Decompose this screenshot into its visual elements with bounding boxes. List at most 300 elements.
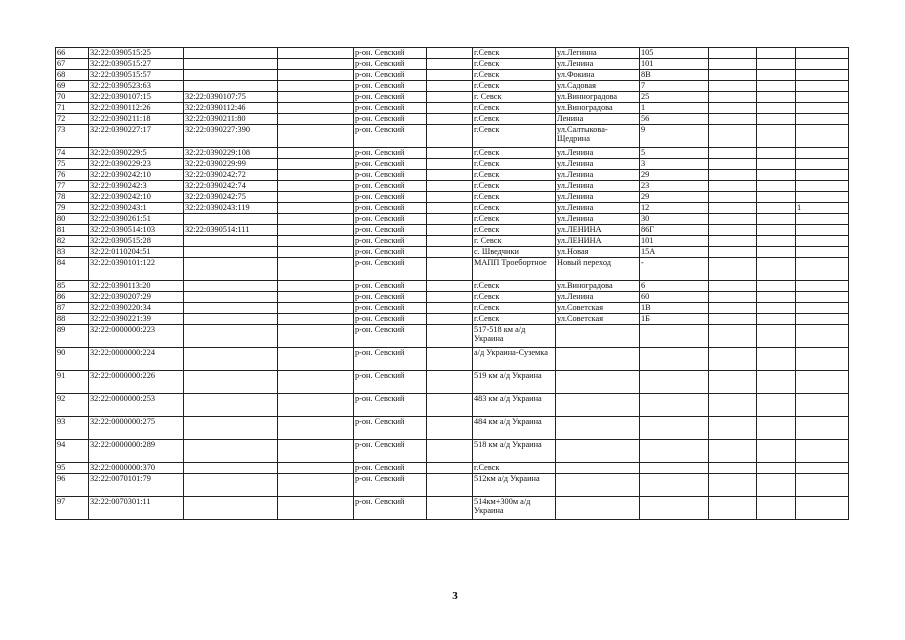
cell-linked-cadastral-number [184,348,278,371]
cell-street: ул.Ленина [556,59,640,70]
cell-row-number: 83 [56,247,89,258]
cell-col-empty-10 [709,292,757,303]
cell-row-number: 87 [56,303,89,314]
cell-col-empty-6 [427,281,473,292]
cell-col-empty-11 [757,181,796,192]
cell-district: р-он. Севский [354,371,427,394]
cell-linked-cadastral-number [184,463,278,474]
cell-col-empty-6 [427,81,473,92]
table-row [56,497,849,520]
cell-cadastral-number: 32:22:0000000:289 [89,440,184,463]
cell-cadastral-number: 32:22:0070101:79 [89,474,184,497]
cell-cadastral-number: 32:22:0390242:10 [89,192,184,203]
cell-street: ул.Виноградова [556,103,640,114]
cell-col-empty-10 [709,463,757,474]
cell-col-empty-6 [427,314,473,325]
cell-cadastral-number: 32:22:0390243:1 [89,203,184,214]
cell-col-empty-4 [278,394,354,417]
cell-col-empty-10 [709,103,757,114]
cell-col-empty-6 [427,48,473,59]
cell-house-number [640,348,709,371]
cell-cadastral-number: 32:22:0390107:15 [89,92,184,103]
cell-linked-cadastral-number [184,81,278,92]
cell-settlement: г.Севск [473,292,556,303]
cell-row-number: 91 [56,371,89,394]
cell-col-extra [796,48,849,59]
cell-district: р-он. Севский [354,497,427,520]
cell-col-empty-6 [427,292,473,303]
cell-district: р-он. Севский [354,192,427,203]
cell-cadastral-number: 32:22:0110204:51 [89,247,184,258]
cell-col-empty-10 [709,314,757,325]
cell-col-empty-10 [709,214,757,225]
cell-street [556,417,640,440]
cell-row-number: 85 [56,281,89,292]
cell-col-empty-4 [278,92,354,103]
table-row [56,81,849,92]
cell-street: ул.Новая [556,247,640,258]
cell-house-number: 30 [640,214,709,225]
cell-street: ул.ЛЕНИНА [556,236,640,247]
cell-linked-cadastral-number: 32:22:0390229:108 [184,148,278,159]
cell-cadastral-number: 32:22:0390101:122 [89,258,184,281]
cell-col-empty-11 [757,314,796,325]
cell-col-empty-4 [278,225,354,236]
cell-row-number: 67 [56,59,89,70]
cell-row-number: 90 [56,348,89,371]
cell-settlement: г.Севск [473,59,556,70]
cell-col-empty-11 [757,92,796,103]
cell-col-extra: 1 [796,203,849,214]
table-row [56,394,849,417]
cell-street [556,371,640,394]
cell-linked-cadastral-number: 32:22:0390242:72 [184,170,278,181]
cell-row-number: 77 [56,181,89,192]
cell-house-number: 1Б [640,314,709,325]
cell-col-extra [796,440,849,463]
cell-row-number: 95 [56,463,89,474]
cell-col-empty-10 [709,114,757,125]
cell-house-number: 101 [640,59,709,70]
cell-row-number: 66 [56,48,89,59]
cell-col-empty-11 [757,148,796,159]
cell-col-empty-10 [709,192,757,203]
cell-col-empty-11 [757,303,796,314]
cell-cadastral-number: 32:22:0390211:18 [89,114,184,125]
cell-cadastral-number: 32:22:0390229:5 [89,148,184,159]
cell-col-empty-11 [757,103,796,114]
cell-col-empty-10 [709,417,757,440]
cell-linked-cadastral-number [184,258,278,281]
cell-col-empty-4 [278,325,354,348]
cell-linked-cadastral-number: 32:22:0390514:111 [184,225,278,236]
cell-cadastral-number: 32:22:0390242:3 [89,181,184,192]
cell-col-empty-4 [278,48,354,59]
cell-col-extra [796,247,849,258]
cell-linked-cadastral-number [184,214,278,225]
cell-district: р-он. Севский [354,159,427,170]
cell-col-empty-11 [757,348,796,371]
table-row [56,192,849,203]
cell-col-empty-10 [709,371,757,394]
cell-col-extra [796,394,849,417]
cell-col-empty-11 [757,225,796,236]
cell-cadastral-number: 32:22:0390207:29 [89,292,184,303]
cell-district: р-он. Севский [354,440,427,463]
cell-row-number: 86 [56,292,89,303]
cell-col-extra [796,192,849,203]
cell-col-empty-4 [278,70,354,81]
cell-street: ул.Фокина [556,70,640,81]
table-row [56,125,849,148]
cell-linked-cadastral-number [184,474,278,497]
cell-col-empty-10 [709,497,757,520]
cell-linked-cadastral-number [184,59,278,70]
cell-settlement: г.Севск [473,214,556,225]
cell-cadastral-number: 32:22:0390515:27 [89,59,184,70]
cell-district: р-он. Севский [354,463,427,474]
cell-house-number: 25 [640,92,709,103]
table-row [56,325,849,348]
cell-row-number: 82 [56,236,89,247]
cell-street: ул.Ленина [556,148,640,159]
cell-col-empty-4 [278,258,354,281]
cell-house-number [640,497,709,520]
cell-street: Ленина [556,114,640,125]
cell-cadastral-number: 32:22:0000000:223 [89,325,184,348]
cell-col-empty-6 [427,114,473,125]
cell-col-empty-4 [278,497,354,520]
cell-settlement: г.Севск [473,281,556,292]
cell-col-empty-6 [427,92,473,103]
cell-settlement: г.Севск [473,314,556,325]
cell-col-extra [796,59,849,70]
cell-col-empty-6 [427,247,473,258]
cell-col-empty-10 [709,474,757,497]
cell-district: р-он. Севский [354,474,427,497]
cell-house-number: 1В [640,303,709,314]
cell-col-empty-10 [709,247,757,258]
cell-settlement: г.Севск [473,170,556,181]
cell-col-empty-10 [709,181,757,192]
cell-district: р-он. Севский [354,417,427,440]
cell-linked-cadastral-number [184,314,278,325]
cell-col-extra [796,225,849,236]
cell-row-number: 80 [56,214,89,225]
cell-col-empty-4 [278,148,354,159]
cell-street: ул.Ленина [556,170,640,181]
cell-col-empty-6 [427,192,473,203]
cell-settlement: г.Севск [473,303,556,314]
table-row [56,463,849,474]
cell-col-empty-11 [757,281,796,292]
cell-col-empty-4 [278,281,354,292]
cell-col-empty-6 [427,258,473,281]
cell-col-extra [796,181,849,192]
cell-col-empty-6 [427,474,473,497]
cell-house-number [640,474,709,497]
cell-district: р-он. Севский [354,48,427,59]
cell-col-extra [796,497,849,520]
cell-row-number: 76 [56,170,89,181]
cell-settlement: г.Севск [473,181,556,192]
cell-row-number: 96 [56,474,89,497]
cell-col-empty-6 [427,236,473,247]
cell-row-number: 88 [56,314,89,325]
cell-district: р-он. Севский [354,92,427,103]
cell-col-empty-10 [709,394,757,417]
table-row [56,70,849,81]
cell-house-number: 56 [640,114,709,125]
cell-street [556,497,640,520]
cell-linked-cadastral-number [184,440,278,463]
cell-house-number: 12 [640,203,709,214]
cell-col-extra [796,348,849,371]
cell-col-extra [796,303,849,314]
cell-house-number [640,394,709,417]
cell-settlement: г.Севск [473,125,556,148]
cell-col-extra [796,258,849,281]
cell-district: р-он. Севский [354,148,427,159]
cell-linked-cadastral-number [184,48,278,59]
cell-col-empty-10 [709,81,757,92]
cell-district: р-он. Севский [354,181,427,192]
cell-house-number: 9 [640,125,709,148]
cell-col-empty-4 [278,417,354,440]
cell-district: р-он. Севский [354,103,427,114]
cell-cadastral-number: 32:22:0390227:17 [89,125,184,148]
cell-settlement: 518 км а/д Украина [473,440,556,463]
cell-house-number [640,371,709,394]
cell-settlement: г.Севск [473,48,556,59]
cell-settlement: г.Севск [473,463,556,474]
cell-row-number: 81 [56,225,89,236]
cell-col-empty-11 [757,125,796,148]
cell-district: р-он. Севский [354,225,427,236]
cell-col-empty-11 [757,81,796,92]
cell-col-empty-4 [278,463,354,474]
cell-district: р-он. Севский [354,203,427,214]
cell-col-extra [796,125,849,148]
cell-col-empty-10 [709,92,757,103]
cell-col-empty-10 [709,281,757,292]
cell-linked-cadastral-number [184,325,278,348]
cell-district: р-он. Севский [354,303,427,314]
cell-cadastral-number: 32:22:0390112:26 [89,103,184,114]
cell-cadastral-number: 32:22:0390515:28 [89,236,184,247]
cell-linked-cadastral-number: 32:22:0390243:119 [184,203,278,214]
cell-row-number: 94 [56,440,89,463]
cell-row-number: 72 [56,114,89,125]
cell-house-number: - [640,258,709,281]
cell-district: р-он. Севский [354,258,427,281]
cell-col-empty-4 [278,214,354,225]
cell-col-empty-11 [757,440,796,463]
cell-row-number: 92 [56,394,89,417]
cell-col-extra [796,417,849,440]
cell-district: р-он. Севский [354,247,427,258]
cell-street: ул.Ленина [556,292,640,303]
cell-house-number: 15А [640,247,709,258]
cell-col-empty-11 [757,192,796,203]
cell-row-number: 73 [56,125,89,148]
cell-linked-cadastral-number [184,70,278,81]
cell-cadastral-number: 32:22:0390515:57 [89,70,184,81]
cell-col-empty-6 [427,225,473,236]
cell-col-extra [796,70,849,81]
cell-col-empty-11 [757,214,796,225]
cell-col-empty-11 [757,371,796,394]
cell-col-empty-4 [278,59,354,70]
cell-cadastral-number: 32:22:0390242:10 [89,170,184,181]
cell-col-empty-6 [427,325,473,348]
cell-cadastral-number: 32:22:0390515:25 [89,48,184,59]
cell-street: ул.Садовая [556,81,640,92]
cell-house-number [640,440,709,463]
cell-col-empty-4 [278,474,354,497]
cell-col-empty-4 [278,292,354,303]
table-row [56,281,849,292]
cell-linked-cadastral-number: 32:22:0390112:46 [184,103,278,114]
cell-col-extra [796,236,849,247]
cell-settlement: г.Севск [473,203,556,214]
cell-col-empty-11 [757,203,796,214]
cell-col-empty-4 [278,303,354,314]
cell-row-number: 78 [56,192,89,203]
cell-col-empty-10 [709,258,757,281]
cell-district: р-он. Севский [354,325,427,348]
cell-col-empty-11 [757,325,796,348]
cell-cadastral-number: 32:22:0390514:103 [89,225,184,236]
cell-row-number: 89 [56,325,89,348]
cell-linked-cadastral-number: 32:22:0390227:390 [184,125,278,148]
cell-linked-cadastral-number [184,497,278,520]
cell-settlement: 514км+300м а/д Украина [473,497,556,520]
cell-district: р-он. Севский [354,394,427,417]
cell-col-empty-11 [757,247,796,258]
cell-settlement: г.Севск [473,159,556,170]
cell-col-empty-11 [757,292,796,303]
cell-col-extra [796,325,849,348]
cell-col-empty-4 [278,125,354,148]
cell-col-empty-4 [278,236,354,247]
cell-row-number: 68 [56,70,89,81]
cell-district: р-он. Севский [354,314,427,325]
cell-street: ул.Ленина [556,159,640,170]
table-row [56,371,849,394]
cell-col-empty-4 [278,440,354,463]
cell-settlement: г.Севск [473,148,556,159]
table-row [56,181,849,192]
cell-house-number: 105 [640,48,709,59]
cell-col-empty-4 [278,114,354,125]
cell-street [556,325,640,348]
cell-house-number: 7 [640,81,709,92]
table-row [56,114,849,125]
cell-district: р-он. Севский [354,292,427,303]
cell-linked-cadastral-number [184,417,278,440]
table-row [56,48,849,59]
cell-col-empty-10 [709,225,757,236]
cell-settlement: г.Севск [473,70,556,81]
cell-col-empty-10 [709,203,757,214]
cell-linked-cadastral-number [184,371,278,394]
cell-col-empty-11 [757,48,796,59]
table-row [56,59,849,70]
cell-col-empty-10 [709,440,757,463]
cell-district: р-он. Севский [354,236,427,247]
cell-col-empty-10 [709,325,757,348]
cell-cadastral-number: 32:22:0000000:275 [89,417,184,440]
page-number: 3 [452,590,458,602]
cell-col-extra [796,463,849,474]
cell-row-number: 70 [56,92,89,103]
cell-col-empty-11 [757,417,796,440]
cell-linked-cadastral-number [184,394,278,417]
cell-settlement: г.Севск [473,114,556,125]
cell-linked-cadastral-number: 32:22:0390229:99 [184,159,278,170]
cell-row-number: 93 [56,417,89,440]
table-row [56,214,849,225]
cell-cadastral-number: 32:22:0000000:253 [89,394,184,417]
cell-col-empty-4 [278,103,354,114]
table-row [56,303,849,314]
cell-street: ул.Ленина [556,203,640,214]
cell-row-number: 97 [56,497,89,520]
cell-linked-cadastral-number [184,281,278,292]
table-row [56,159,849,170]
land-plot-table [55,47,849,520]
cell-col-empty-4 [278,192,354,203]
cell-district: р-он. Севский [354,81,427,92]
cell-linked-cadastral-number [184,303,278,314]
cell-street [556,348,640,371]
cell-col-empty-10 [709,125,757,148]
cell-col-empty-10 [709,348,757,371]
cell-settlement: МАПП Троебортное [473,258,556,281]
cell-settlement: 483 км а/д Украина [473,394,556,417]
cell-col-empty-10 [709,48,757,59]
cell-settlement: г. Севск [473,92,556,103]
cell-district: р-он. Севский [354,348,427,371]
cell-col-empty-11 [757,474,796,497]
cell-col-empty-6 [427,203,473,214]
table-row [56,103,849,114]
cell-col-empty-11 [757,258,796,281]
cell-cadastral-number: 32:22:0070301:11 [89,497,184,520]
table-row [56,314,849,325]
cell-settlement: 517-518 км а/д Украина [473,325,556,348]
cell-row-number: 79 [56,203,89,214]
cell-col-extra [796,148,849,159]
cell-col-empty-10 [709,236,757,247]
cell-district: р-он. Севский [354,70,427,81]
cell-col-extra [796,371,849,394]
cell-house-number [640,463,709,474]
cell-house-number: 3 [640,159,709,170]
cell-linked-cadastral-number [184,236,278,247]
cell-cadastral-number: 32:22:0390523:63 [89,81,184,92]
cell-settlement: 484 км а/д Украина [473,417,556,440]
table-row [56,417,849,440]
cell-street: ул.Салтыкова-Щедрина [556,125,640,148]
cell-house-number [640,417,709,440]
cell-col-empty-4 [278,181,354,192]
cell-col-empty-4 [278,314,354,325]
cell-row-number: 84 [56,258,89,281]
cell-linked-cadastral-number [184,247,278,258]
cell-col-empty-10 [709,170,757,181]
